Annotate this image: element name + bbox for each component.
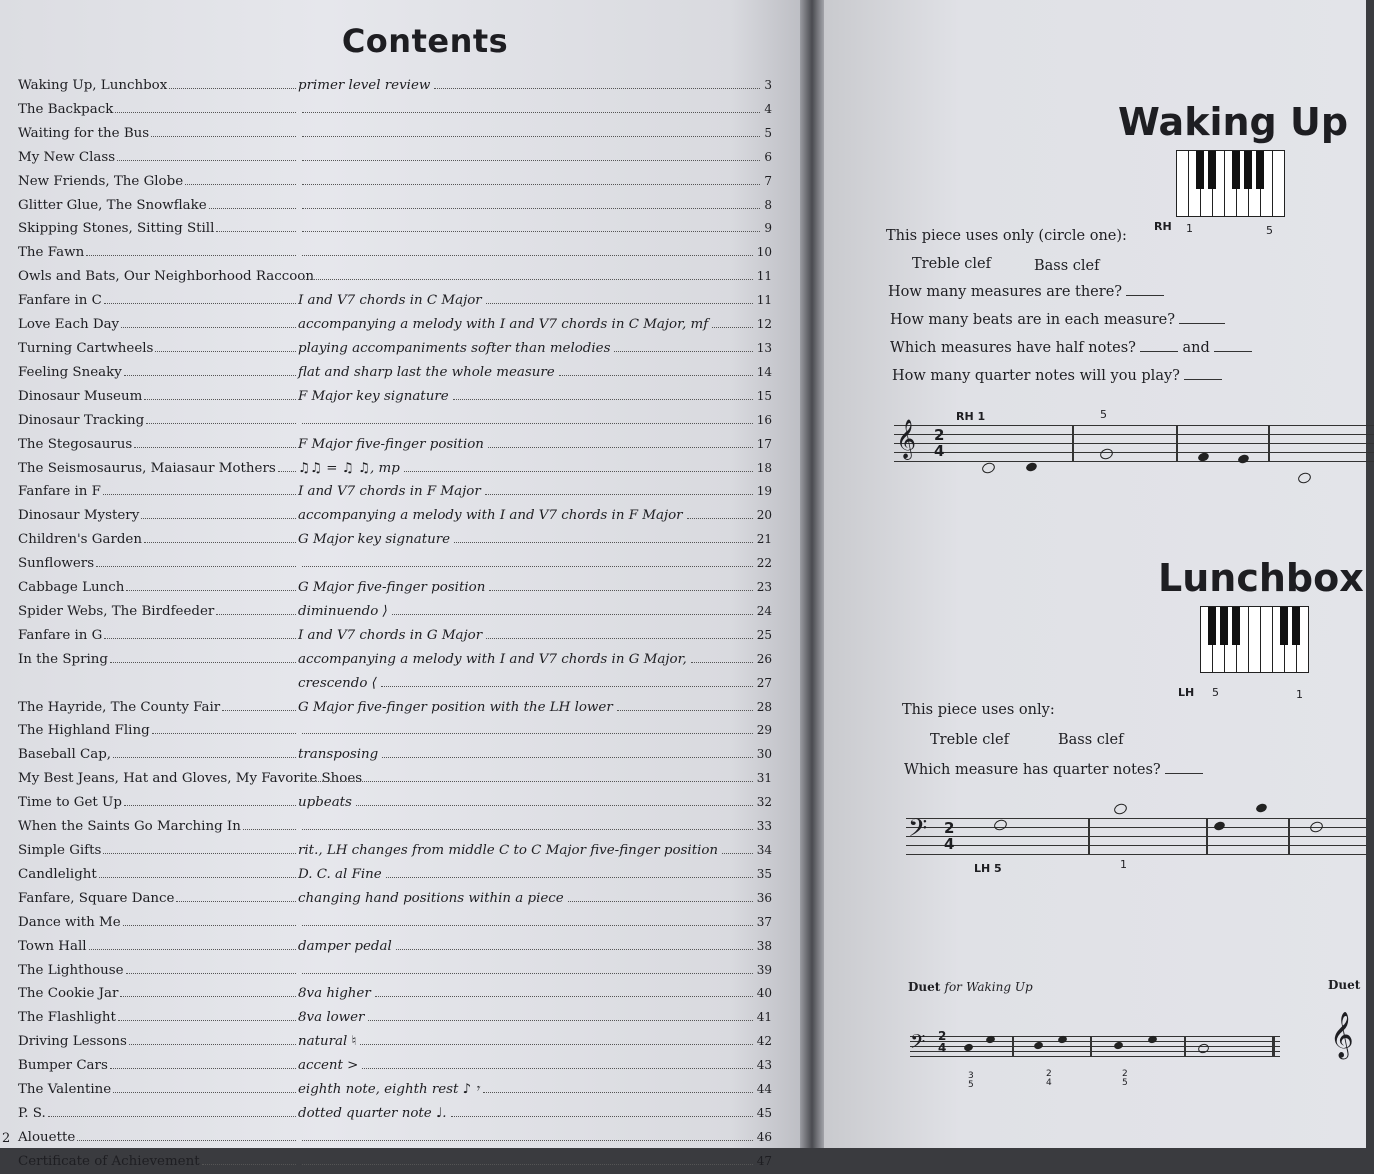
toc-entry-page: 7 bbox=[764, 173, 772, 188]
toc-entry bbox=[18, 839, 772, 863]
toc-entry-page: 18 bbox=[756, 460, 772, 475]
toc-entry-title: Dinosaur Tracking bbox=[18, 412, 145, 428]
toc-entry bbox=[18, 217, 772, 241]
toc-entry bbox=[18, 1126, 772, 1150]
staff-finger-1: 1 bbox=[1120, 858, 1127, 871]
toc-entry-title: Dance with Me bbox=[18, 914, 121, 930]
toc-entry bbox=[18, 1102, 772, 1126]
time-signature-2: 2 4 bbox=[944, 819, 955, 853]
option-bass-clef[interactable]: Bass clef bbox=[1034, 258, 1100, 274]
toc-entry bbox=[18, 672, 772, 696]
toc-entry bbox=[18, 170, 772, 194]
toc-entry-page: 32 bbox=[756, 795, 772, 810]
toc-entry-page: 20 bbox=[756, 508, 772, 523]
toc-entry bbox=[18, 146, 772, 170]
toc-entry-page: 30 bbox=[756, 747, 772, 762]
toc-entry-page: 31 bbox=[756, 771, 772, 786]
toc-entry-page: 6 bbox=[764, 149, 772, 164]
toc-entry bbox=[18, 433, 772, 457]
toc-entry bbox=[18, 911, 772, 935]
keyboard-diagram-lh bbox=[1200, 606, 1309, 673]
duet-label-right: Duet bbox=[1328, 978, 1361, 992]
toc-entry bbox=[18, 600, 772, 624]
question-intro-2: This piece uses only: bbox=[902, 702, 1055, 718]
toc-entry-page: 14 bbox=[756, 364, 772, 379]
lh-finger-1: 1 bbox=[1296, 688, 1303, 701]
hand-label-rh: RH bbox=[1154, 220, 1172, 233]
toc-entry-page: 35 bbox=[756, 866, 772, 881]
toc-entry-title: The Cookie Jar bbox=[18, 986, 119, 1002]
toc-entry bbox=[18, 815, 772, 839]
toc-entry-page: 44 bbox=[756, 1082, 772, 1097]
toc-entry-title: Cabbage Lunch bbox=[18, 580, 125, 596]
toc-entry-page: 9 bbox=[764, 221, 772, 236]
toc-entry-page: 12 bbox=[756, 317, 772, 332]
toc-entry-note: G Major key signature bbox=[298, 532, 451, 548]
staff-rh-label: RH 1 bbox=[956, 410, 986, 423]
duet-bass-clef-icon: 𝄢 bbox=[910, 1030, 926, 1058]
toc-entry-title: The Stegosaurus bbox=[18, 436, 133, 452]
book-gutter bbox=[800, 0, 824, 1148]
toc-entry-title: Waking Up, Lunchbox bbox=[18, 78, 168, 93]
toc-entry-note: upbeats bbox=[298, 795, 352, 811]
right-page bbox=[824, 0, 1366, 1148]
question-beats: How many beats are in each measure? bbox=[890, 312, 1225, 328]
toc-entry-page: 11 bbox=[756, 293, 772, 308]
toc-entry bbox=[18, 361, 772, 385]
toc-entry-page: 40 bbox=[756, 986, 772, 1001]
toc-entry bbox=[18, 98, 772, 122]
toc-entry bbox=[18, 313, 772, 337]
option-bass-clef-2[interactable]: Bass clef bbox=[1058, 732, 1124, 748]
toc-entry-page: 11 bbox=[756, 269, 772, 284]
toc-entry bbox=[18, 1030, 772, 1054]
toc-entry-page: 10 bbox=[756, 245, 772, 260]
toc-entry-title: Fanfare in C bbox=[18, 293, 102, 309]
toc-entry-page: 27 bbox=[756, 675, 772, 690]
toc-entry bbox=[18, 194, 772, 218]
duet-fingering-1: 3 5 bbox=[968, 1071, 974, 1090]
toc-entry-page: 19 bbox=[756, 484, 772, 499]
toc-entry bbox=[18, 552, 772, 576]
toc-entry bbox=[18, 648, 772, 672]
toc-entry-title: Fanfare in F bbox=[18, 484, 101, 500]
toc-entry-note: 8va higher bbox=[298, 986, 371, 1002]
toc-entry-title: The Highland Fling bbox=[18, 723, 150, 739]
toc-entry bbox=[18, 767, 772, 791]
toc-entry-note: diminuendo ⟩ bbox=[298, 603, 388, 619]
staff-lunchbox bbox=[906, 814, 1366, 854]
toc-entry-page: 26 bbox=[756, 651, 772, 666]
duet-label: Duet for Waking Up bbox=[908, 980, 1033, 994]
toc-entry-note: D. C. al Fine bbox=[298, 866, 382, 882]
toc-entry bbox=[18, 265, 772, 289]
toc-entry-title: Owls and Bats, Our Neighborhood Raccoon bbox=[18, 269, 314, 285]
question-quarter-notes-2: Which measure has quarter notes? bbox=[904, 762, 1203, 778]
page-number: 2 bbox=[2, 1131, 11, 1146]
toc-entry-page: 33 bbox=[756, 819, 772, 834]
piece-title-waking-up: Waking Up bbox=[1118, 100, 1349, 144]
toc-entry-title: Waiting for the Bus bbox=[18, 125, 150, 141]
toc-entry-title: When the Saints Go Marching In bbox=[18, 819, 241, 835]
duet-time-signature: 2 4 bbox=[938, 1029, 947, 1055]
toc-entry-note: accompanying a melody with I and V7 chords in F Major bbox=[298, 508, 683, 524]
toc-entry-title: P. S. bbox=[18, 1105, 46, 1121]
toc-entry bbox=[18, 241, 772, 265]
toc-entry-page: 37 bbox=[756, 914, 772, 929]
toc-entry-title: Dinosaur Mystery bbox=[18, 508, 140, 524]
question-measures: How many measures are there? bbox=[888, 284, 1164, 300]
toc-entry bbox=[18, 337, 772, 361]
toc-entry-title: Glitter Glue, The Snowflake bbox=[18, 197, 207, 213]
toc-entry-note: I and V7 chords in F Major bbox=[298, 484, 481, 500]
contents-list bbox=[18, 74, 772, 1174]
toc-entry bbox=[18, 409, 772, 433]
toc-entry-page: 3 bbox=[764, 78, 772, 92]
toc-entry-page: 29 bbox=[756, 723, 772, 738]
toc-entry-title: My Best Jeans, Hat and Gloves, My Favorite Shoes bbox=[18, 771, 363, 787]
toc-entry bbox=[18, 743, 772, 767]
toc-entry bbox=[18, 1006, 772, 1030]
toc-entry-page: 41 bbox=[756, 1010, 772, 1025]
question-intro: This piece uses only (circle one): bbox=[886, 228, 1127, 244]
toc-entry-title: Bumper Cars bbox=[18, 1058, 108, 1074]
toc-entry bbox=[18, 528, 772, 552]
toc-entry-title: The Lighthouse bbox=[18, 962, 124, 978]
finger-1: 1 bbox=[1186, 222, 1193, 235]
toc-entry-page: 36 bbox=[756, 890, 772, 905]
toc-entry-note: I and V7 chords in G Major bbox=[298, 627, 483, 643]
toc-entry-page: 25 bbox=[756, 627, 772, 642]
toc-entry-note: accent > bbox=[298, 1058, 359, 1074]
toc-entry-note: G Major five-finger position with the LH lower bbox=[298, 699, 613, 715]
toc-entry-title: In the Spring bbox=[18, 651, 108, 667]
toc-entry bbox=[18, 863, 772, 887]
toc-entry-note: eighth note, eighth rest ♪ 𝄾 bbox=[298, 1082, 480, 1098]
toc-entry-note: changing hand positions within a piece bbox=[298, 890, 564, 906]
toc-entry bbox=[18, 696, 772, 720]
toc-entry bbox=[18, 576, 772, 600]
toc-entry-title: The Seismosaurus, Maiasaur Mothers bbox=[18, 460, 276, 476]
toc-entry-page: 28 bbox=[756, 699, 772, 714]
staff-duet bbox=[910, 1029, 1280, 1072]
toc-entry-note: G Major five-finger position bbox=[298, 580, 486, 596]
toc-entry bbox=[18, 959, 772, 983]
option-treble-clef[interactable]: Treble clef bbox=[912, 256, 991, 272]
toc-entry-title: Love Each Day bbox=[18, 317, 120, 333]
toc-entry-note: F Major five-finger position bbox=[298, 436, 484, 452]
toc-entry-page: 24 bbox=[756, 603, 772, 618]
toc-entry-title: Town Hall bbox=[18, 938, 87, 954]
toc-entry bbox=[18, 1150, 772, 1174]
hand-label-lh: LH bbox=[1178, 686, 1195, 699]
toc-entry bbox=[18, 457, 772, 481]
bass-clef-icon: 𝄢 bbox=[908, 814, 928, 849]
toc-entry bbox=[18, 74, 772, 98]
finger-5: 5 bbox=[1266, 224, 1273, 237]
staff-lh-label: LH 5 bbox=[974, 862, 1002, 875]
toc-entry-page: 42 bbox=[756, 1034, 772, 1049]
toc-entry-note: dotted quarter note ♩. bbox=[298, 1105, 447, 1121]
toc-entry-title: Driving Lessons bbox=[18, 1034, 127, 1050]
toc-entry-title: Fanfare, Square Dance bbox=[18, 890, 175, 906]
toc-entry-title: The Flashlight bbox=[18, 1010, 116, 1026]
toc-entry-page: 38 bbox=[756, 938, 772, 953]
toc-entry-note: primer level review bbox=[298, 78, 431, 93]
toc-entry bbox=[18, 719, 772, 743]
toc-entry-note: crescendo ⟨ bbox=[298, 675, 377, 691]
toc-entry-title: Simple Gifts bbox=[18, 843, 102, 858]
duet-fingering-2: 2 4 bbox=[1046, 1069, 1052, 1088]
toc-entry bbox=[18, 624, 772, 648]
toc-entry-title: Feeling Sneaky bbox=[18, 364, 122, 380]
staff-waking-up bbox=[894, 419, 1374, 461]
toc-entry-note: accompanying a melody with I and V7 chords in C Major, mf bbox=[298, 317, 709, 333]
toc-entry-note: damper pedal bbox=[298, 938, 392, 954]
option-treble-clef-2[interactable]: Treble clef bbox=[930, 732, 1009, 748]
toc-entry-title: Certificate of Achievement bbox=[18, 1153, 200, 1169]
toc-entry-note: I and V7 chords in C Major bbox=[298, 293, 482, 309]
toc-entry-note: rit., LH changes from middle C to C Major five-finger position bbox=[298, 843, 719, 858]
toc-entry-page: 5 bbox=[764, 125, 772, 140]
toc-entry-title: The Backpack bbox=[18, 101, 114, 117]
toc-entry-title: Candlelight bbox=[18, 866, 97, 882]
toc-entry-title: Sunflowers bbox=[18, 556, 95, 572]
question-half-notes: Which measures have half notes? and bbox=[890, 340, 1252, 356]
toc-entry bbox=[18, 935, 772, 959]
contents-title: Contents bbox=[341, 22, 509, 60]
staff-finger-5: 5 bbox=[1100, 408, 1107, 421]
toc-entry-title: Children's Garden bbox=[18, 532, 142, 548]
toc-entry bbox=[18, 480, 772, 504]
time-signature: 2 4 bbox=[934, 426, 945, 460]
toc-entry bbox=[18, 887, 772, 911]
toc-entry-page: 43 bbox=[756, 1058, 772, 1073]
toc-entry-page: 34 bbox=[756, 843, 772, 857]
toc-entry-page: 21 bbox=[756, 532, 772, 547]
toc-entry-page: 39 bbox=[756, 962, 772, 977]
toc-entry-note: ♫♫ = ♫ ♫, mp bbox=[298, 460, 400, 476]
toc-entry-title: My New Class bbox=[18, 149, 116, 165]
toc-entry bbox=[18, 385, 772, 409]
treble-clef-icon: 𝄞 bbox=[896, 419, 917, 459]
toc-entry-page: 23 bbox=[756, 580, 772, 595]
toc-entry-title: The Fawn bbox=[18, 245, 85, 261]
toc-entry-title: Spider Webs, The Birdfeeder bbox=[18, 603, 215, 619]
toc-entry-note: accompanying a melody with I and V7 chords in G Major, bbox=[298, 651, 687, 667]
toc-entry-page: 46 bbox=[756, 1129, 772, 1144]
lh-finger-5: 5 bbox=[1212, 686, 1219, 699]
toc-entry-note: 8va lower bbox=[298, 1010, 365, 1026]
toc-entry-title: The Valentine bbox=[18, 1082, 112, 1098]
toc-entry-page: 4 bbox=[764, 101, 772, 116]
toc-entry-note: natural ♮ bbox=[298, 1034, 357, 1050]
toc-entry-title: The Hayride, The County Fair bbox=[18, 699, 221, 715]
toc-entry-title: Fanfare in G bbox=[18, 627, 103, 643]
toc-entry bbox=[18, 1078, 772, 1102]
toc-entry-title: Skipping Stones, Sitting Still bbox=[18, 221, 215, 237]
duet-treble-clef-icon: 𝄞 bbox=[1330, 1012, 1354, 1058]
toc-entry bbox=[18, 982, 772, 1006]
duet-fingering-3: 2 5 bbox=[1122, 1069, 1128, 1088]
toc-entry bbox=[18, 122, 772, 146]
toc-entry-note: playing accompaniments softer than melodies bbox=[298, 340, 611, 356]
toc-entry-note: transposing bbox=[298, 747, 379, 763]
piece-title-lunchbox: Lunchbox bbox=[1158, 556, 1364, 600]
toc-entry-page: 22 bbox=[756, 556, 772, 571]
toc-entry-title: Turning Cartwheels bbox=[18, 340, 154, 356]
toc-entry bbox=[18, 289, 772, 313]
toc-entry-page: 17 bbox=[756, 436, 772, 451]
toc-entry-page: 16 bbox=[756, 412, 772, 427]
toc-entry bbox=[18, 504, 772, 528]
toc-entry-page: 15 bbox=[756, 388, 772, 403]
toc-entry bbox=[18, 791, 772, 815]
toc-entry-page: 8 bbox=[764, 197, 772, 212]
toc-entry-page: 13 bbox=[756, 340, 772, 355]
toc-entry-note: F Major key signature bbox=[298, 388, 449, 404]
toc-entry-title: New Friends, The Globe bbox=[18, 173, 184, 189]
toc-entry-page: 45 bbox=[756, 1105, 772, 1120]
keyboard-diagram-rh bbox=[1176, 150, 1285, 217]
toc-entry bbox=[18, 1054, 772, 1078]
toc-entry-title: Alouette bbox=[18, 1129, 76, 1145]
question-quarter-notes: How many quarter notes will you play? bbox=[892, 368, 1222, 384]
toc-entry-title: Time to Get Up bbox=[18, 795, 122, 811]
toc-entry-page: 47 bbox=[756, 1153, 772, 1168]
toc-entry-title: Baseball Cap, bbox=[18, 747, 112, 763]
toc-entry-title: Dinosaur Museum bbox=[18, 388, 143, 404]
toc-entry-note: flat and sharp last the whole measure bbox=[298, 364, 555, 380]
